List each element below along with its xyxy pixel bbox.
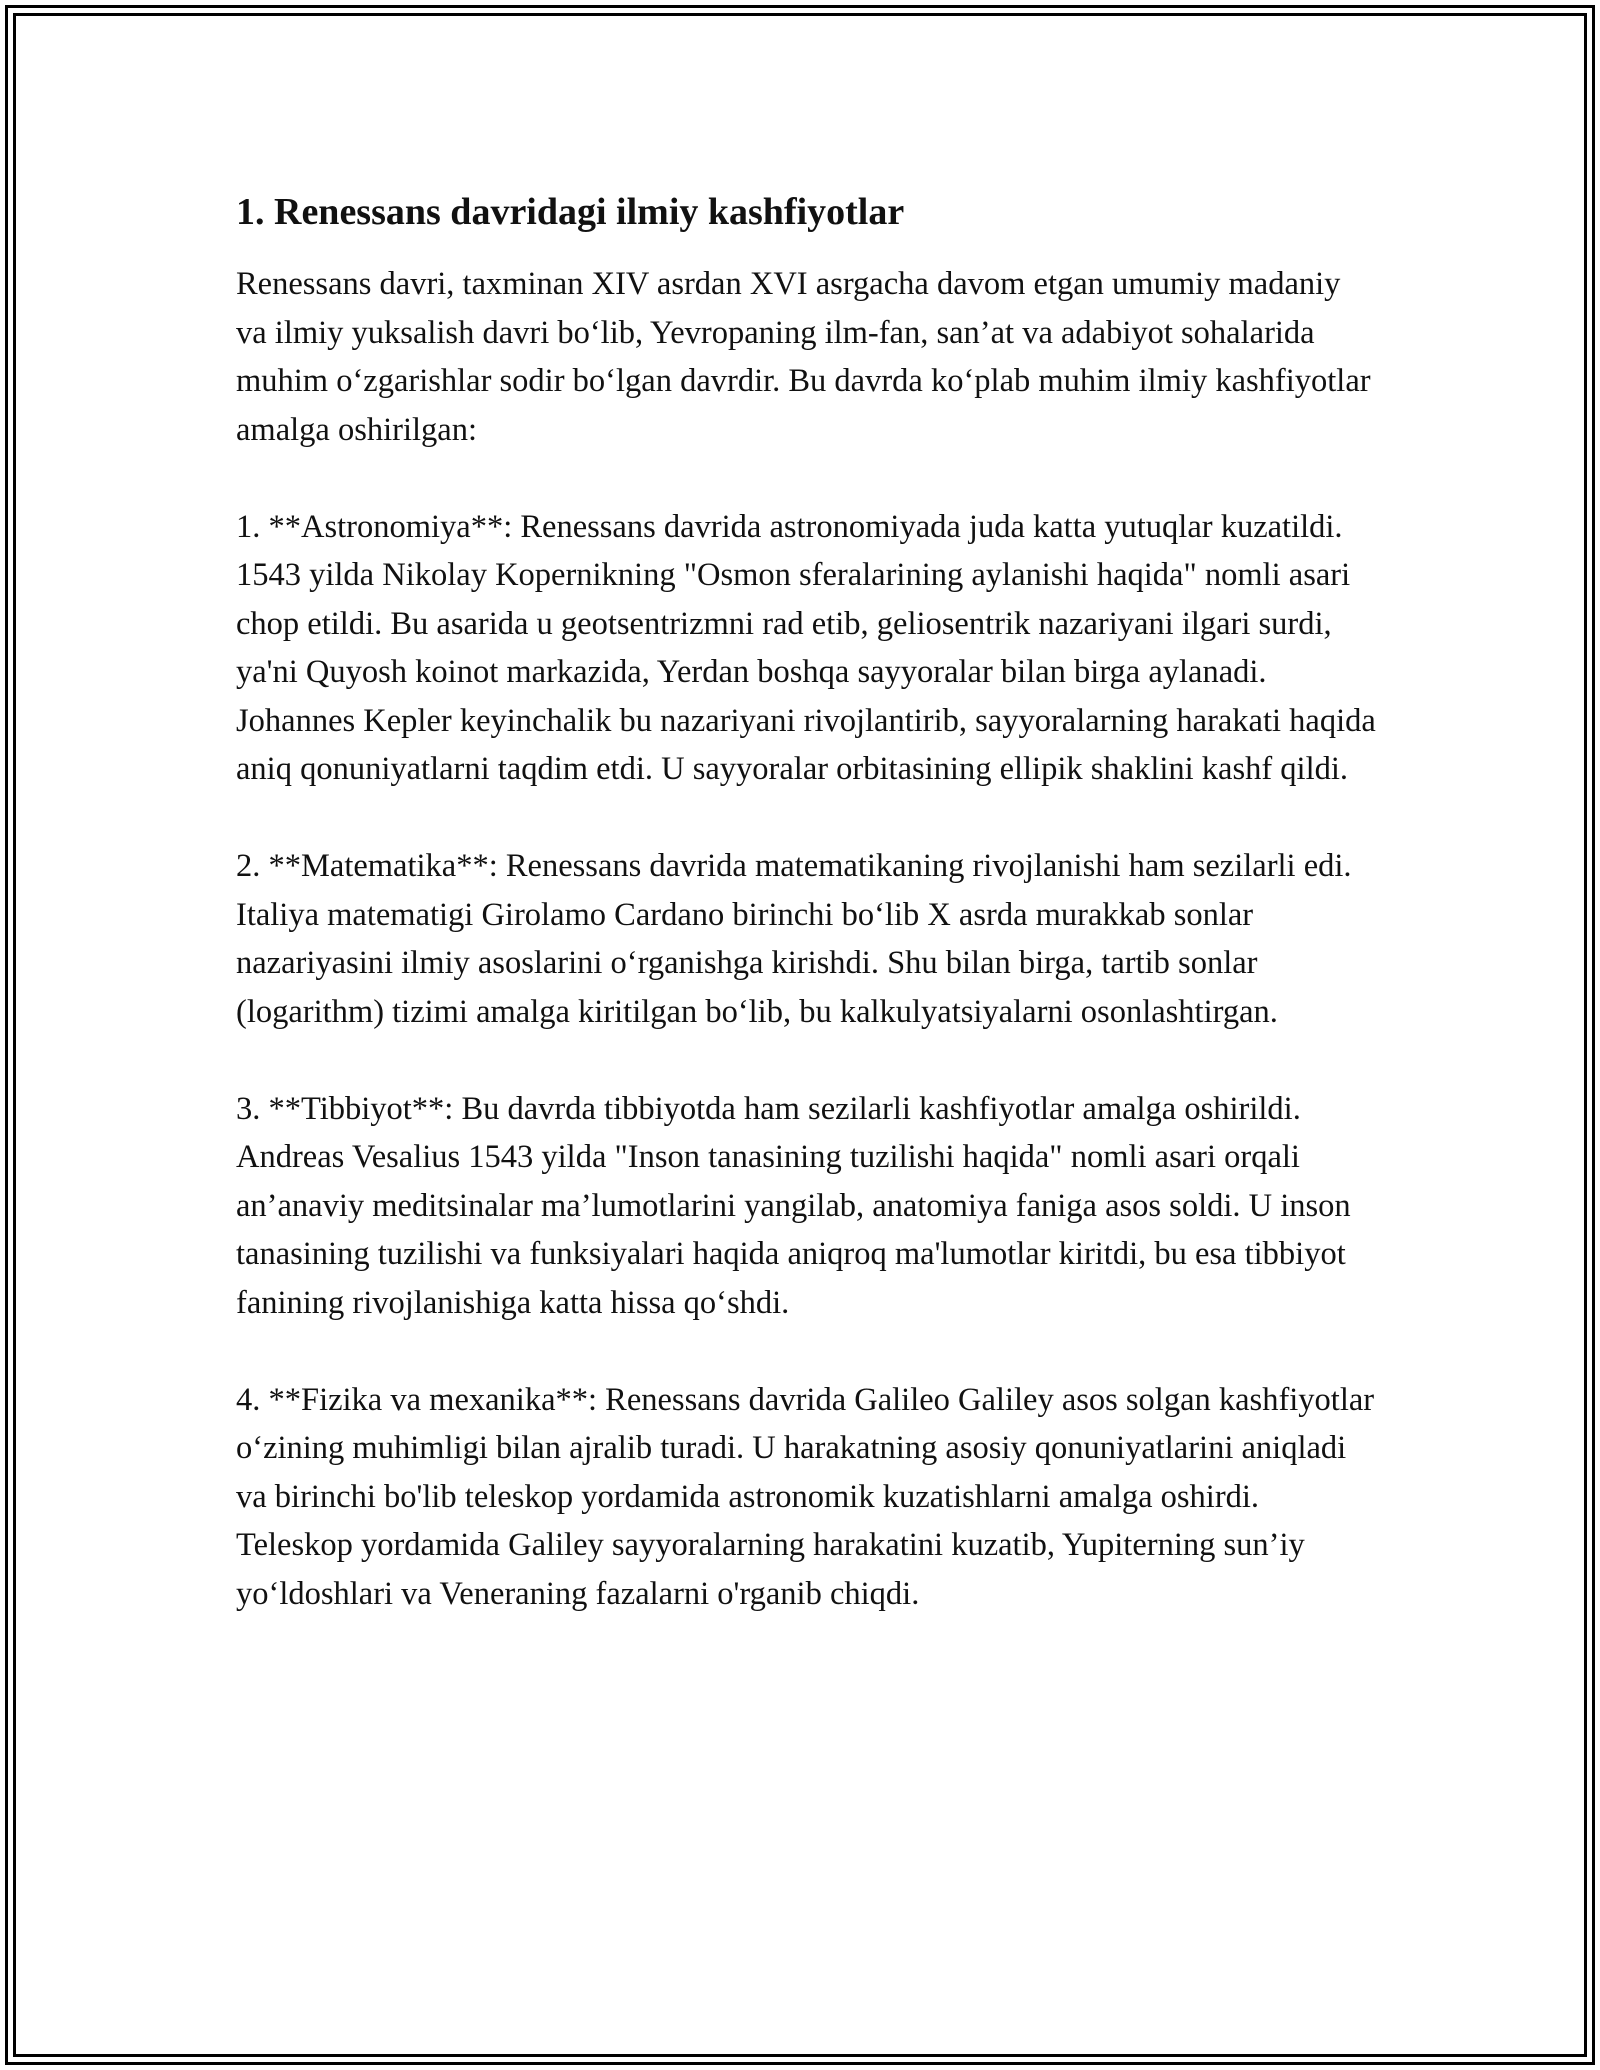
intro-paragraph: Renessans davri, taxminan XIV asrdan XVI asrgacha davom etgan umumiy madaniy va ilmiy yuksalish davri bo‘lib, Yevropaning ilm-fan, san’at va adabiyot sohalarida muhim o‘zgarishlar sodir bo‘lgan davrdir. Bu davrda ko‘plab muhim ilmiy kashfiyotlar amalga oshirilgan: [236, 266, 1371, 448]
document-title: 1. Renessans davridagi ilmiy kashfiyotlar [236, 191, 905, 233]
mathematics-paragraph: 2. **Matematika**: Renessans davrida matematikaning rivojlanishi ham sezilarli edi. Italiya matematigi Girolamo Cardano birinchi bo‘lib X asrda murakkab sonlar nazariyasini ilmiy asoslarini o‘rganishga kirishdi. Shu bilan birga, tartib sonlar (logarithm) tizimi amalga kiritilgan bo‘lib, bu kalkulyatsiyalarni osonlashtirgan. [236, 848, 1352, 1030]
medicine-paragraph: 3. **Tibbiyot**: Bu davrda tibbiyotda ham sezilarli kashfiyotlar amalga oshirildi. Andreas Vesalius 1543 yilda "Inson tanasining tuzilishi haqida" nomli asari orqali an’anaviy meditsinalar ma’lumotlarini yangilab, anatomiya faniga asos soldi. U inson tanasining tuzilishi va funksiyalari haqida aniqroq ma'lumotlar kiritdi, bu esa tibbiyot fanining rivojlanishiga katta hissa qo‘shdi. [236, 1090, 1351, 1321]
physics-paragraph: 4. **Fizika va mexanika**: Renessans davrida Galileo Galiley asos solgan kashfiyotlar o‘zining muhimligi bilan ajralib turadi. U harakatning asosiy qonuniyatlarini aniqladi va birinchi bo'lib teleskop yordamida astronomik kuzatishlarni amalga oshirdi. Teleskop yordamida Galiley sayyoralarning harakatini kuzatib, Yupiterning sun’iy yo‘ldoshlari va Veneraning fazalarni o'rganib chiqdi. [236, 1381, 1375, 1612]
astronomy-paragraph: 1. **Astronomiya**: Renessans davrida astronomiyada juda katta yutuqlar kuzatildi. 1543 yilda Nikolay Kopernikning "Osmon sferalarining aylanishi haqida" nomli asari chop etildi. Bu asarida u geotsentrizmni rad etib, geliosentrik nazariyani ilgari surdi, ya'ni Quyosh koinot markazida, Yerdan boshqa sayyoralar bilan birga aylanadi. Johannes Kepler keyinchalik bu nazariyani rivojlantirib, sayyoralarning harakati haqida aniq qonuniyatlarni taqdim etdi. U sayyoralar orbitasining ellipik shaklini kashf qildi. [236, 508, 1376, 787]
document-body [236, 188, 1376, 1667]
